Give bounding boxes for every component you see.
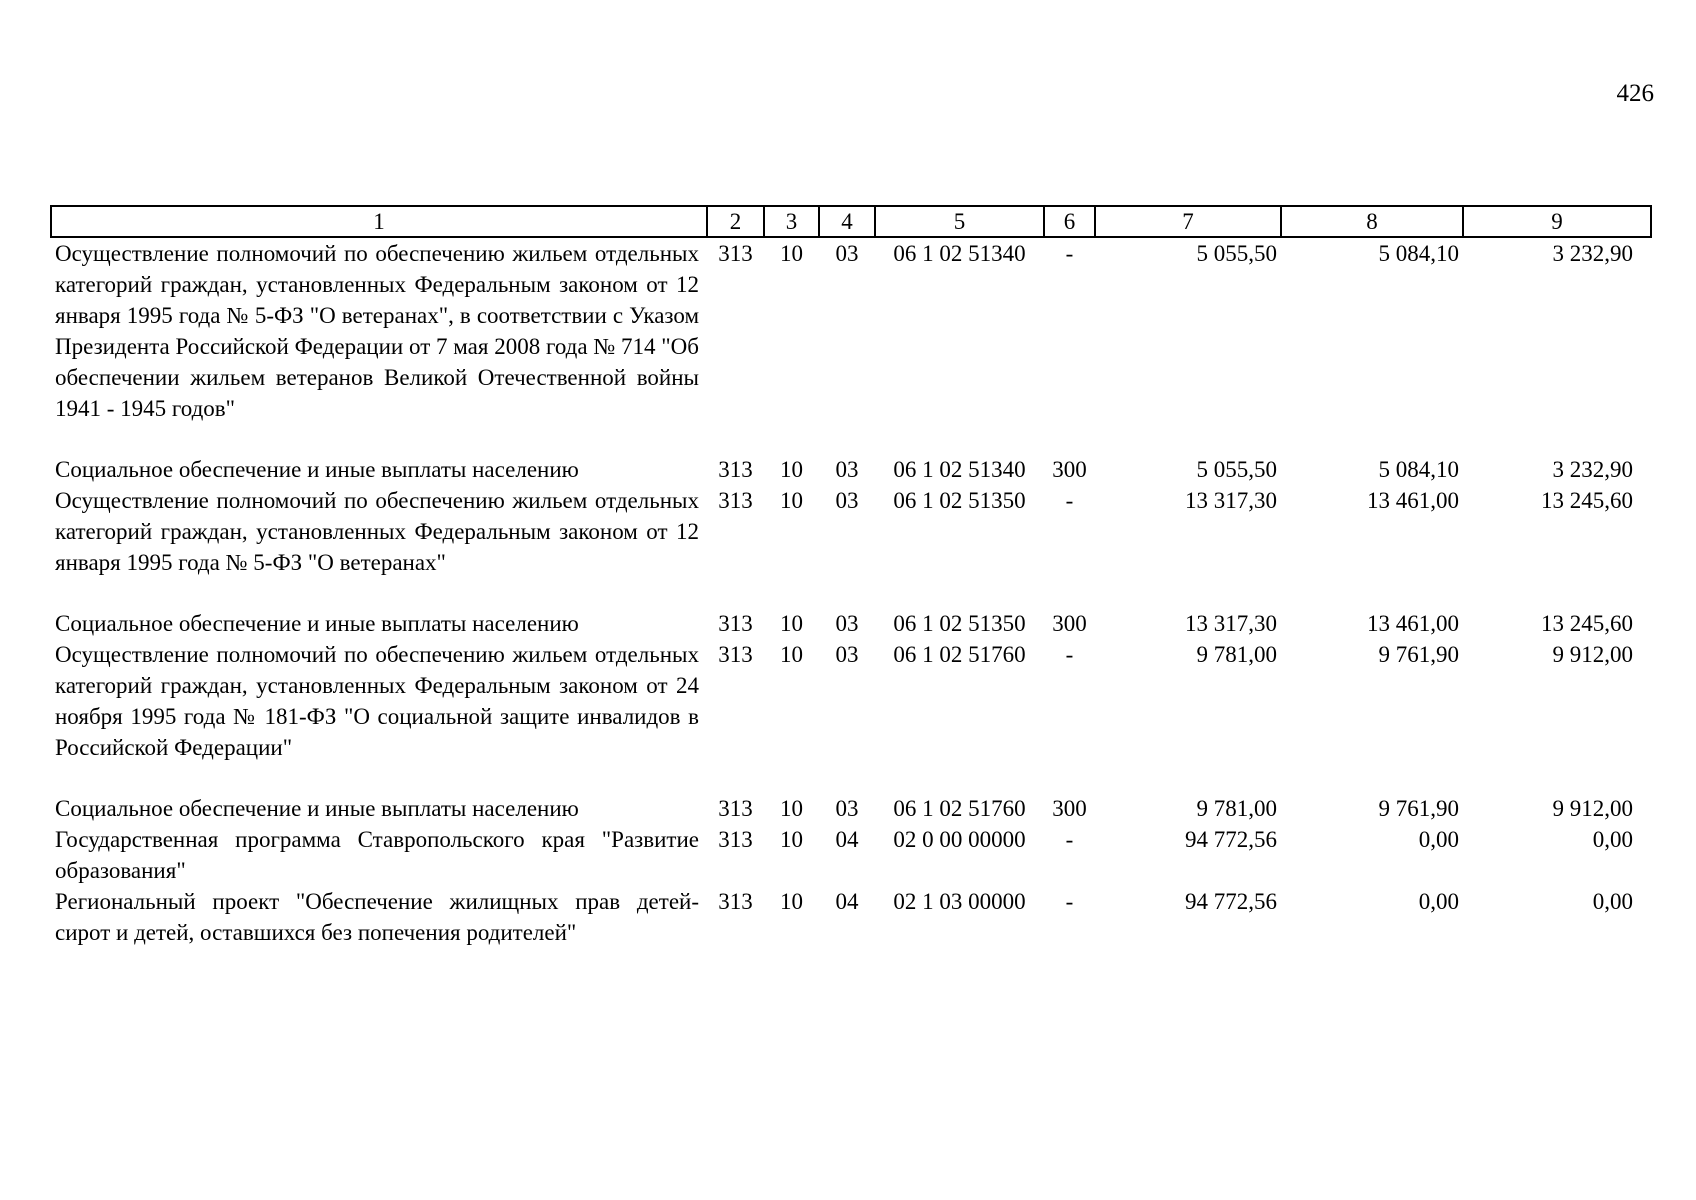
cell-col-7: 5 055,50 — [1196, 457, 1277, 482]
cell-col-7: 94 772,56 — [1185, 889, 1277, 914]
cell-col-3: 10 — [780, 488, 803, 513]
cell-col-8: 5 084,10 — [1378, 241, 1459, 266]
cell-col-3: 10 — [780, 642, 803, 667]
budget-table — [50, 205, 1652, 948]
cell-col-8: 13 461,00 — [1367, 611, 1459, 636]
row-name: Осуществление полномочий по обеспечению жильем отдельных категорий граждан, установленных Федеральным законом от 24 ноября 1995 года № 181-ФЗ "О социальной защите инвалидов в Российской Федерации" — [55, 642, 699, 760]
cell-col-3: 10 — [780, 457, 803, 482]
cell-col-2: 313 — [718, 889, 753, 914]
cell-col-9: 3 232,90 — [1552, 457, 1633, 482]
cell-col-3: 10 — [780, 889, 803, 914]
cell-col-8: 0,00 — [1418, 827, 1459, 852]
cell-col-2: 313 — [718, 241, 753, 266]
cell-col-8: 9 761,90 — [1378, 796, 1459, 821]
cell-col-5: 06 1 02 51760 — [893, 642, 1026, 667]
cell-col-9: 13 245,60 — [1541, 611, 1633, 636]
column-header-2: 2 — [707, 206, 764, 237]
cell-col-5: 06 1 02 51350 — [893, 611, 1026, 636]
column-header-1: 1 — [51, 206, 707, 237]
table-header-row — [51, 206, 1651, 237]
cell-col-8: 13 461,00 — [1367, 488, 1459, 513]
cell-col-6: - — [1065, 241, 1074, 266]
column-header-9: 9 — [1463, 206, 1651, 237]
column-header-4: 4 — [819, 206, 875, 237]
row-name: Социальное обеспечение и иные выплаты населению — [55, 796, 579, 821]
row-name: Осуществление полномочий по обеспечению жильем отдельных категорий граждан, установленных Федеральным законом от 12 января 1995 года № 5-ФЗ "О ветеранах", в соответствии с Указом Президента Российской Федерации от 7 мая 2008 года № 714 "Об обеспечении жильем ветеранов Великой Отечественной войны 1941 - 1945 годов" — [55, 241, 699, 421]
cell-col-7: 9 781,00 — [1196, 642, 1277, 667]
cell-col-6: 300 — [1052, 457, 1087, 482]
table-row — [51, 639, 1651, 763]
cell-col-4: 03 — [835, 642, 859, 667]
cell-col-5: 02 1 03 00000 — [893, 889, 1026, 914]
cell-col-4: 04 — [835, 827, 859, 852]
cell-col-3: 10 — [780, 796, 803, 821]
table-row — [51, 608, 1651, 639]
cell-col-7: 13 317,30 — [1185, 611, 1277, 636]
cell-col-2: 313 — [718, 827, 753, 852]
cell-col-4: 03 — [835, 457, 859, 482]
cell-col-7: 5 055,50 — [1196, 241, 1277, 266]
row-spacer — [51, 763, 1651, 793]
column-header-5: 5 — [875, 206, 1044, 237]
cell-col-6: - — [1065, 827, 1074, 852]
column-header-8: 8 — [1281, 206, 1463, 237]
cell-col-6: 300 — [1052, 611, 1087, 636]
cell-col-7: 94 772,56 — [1185, 827, 1277, 852]
cell-col-8: 0,00 — [1418, 889, 1459, 914]
row-name: Государственная программа Ставропольского края "Развитие образования" — [55, 827, 699, 883]
table-row — [51, 793, 1651, 824]
table-row — [51, 454, 1651, 485]
row-name: Социальное обеспечение и иные выплаты населению — [55, 611, 579, 636]
table-row — [51, 824, 1651, 886]
cell-col-4: 03 — [835, 488, 859, 513]
cell-col-5: 06 1 02 51340 — [893, 241, 1026, 266]
cell-col-7: 13 317,30 — [1185, 488, 1277, 513]
row-spacer — [51, 578, 1651, 608]
column-header-7: 7 — [1095, 206, 1281, 237]
cell-col-8: 5 084,10 — [1378, 457, 1459, 482]
cell-col-9: 0,00 — [1592, 889, 1633, 914]
row-name: Осуществление полномочий по обеспечению жильем отдельных категорий граждан, установленных Федеральным законом от 12 января 1995 года № 5-ФЗ "О ветеранах" — [55, 488, 699, 575]
cell-col-5: 06 1 02 51340 — [893, 457, 1026, 482]
cell-col-8: 9 761,90 — [1378, 642, 1459, 667]
cell-col-6: 300 — [1052, 796, 1087, 821]
cell-col-9: 9 912,00 — [1552, 642, 1633, 667]
cell-col-2: 313 — [718, 796, 753, 821]
cell-col-2: 313 — [718, 611, 753, 636]
row-name: Социальное обеспечение и иные выплаты населению — [55, 457, 579, 482]
cell-col-9: 9 912,00 — [1552, 796, 1633, 821]
cell-col-4: 03 — [835, 796, 859, 821]
row-name: Региональный проект "Обеспечение жилищных прав детей-сирот и детей, оставшихся без попечения родителей" — [55, 889, 699, 945]
row-spacer — [51, 424, 1651, 454]
cell-col-6: - — [1065, 642, 1074, 667]
cell-col-3: 10 — [780, 611, 803, 636]
cell-col-2: 313 — [718, 457, 753, 482]
cell-col-4: 03 — [835, 241, 859, 266]
cell-col-6: - — [1065, 889, 1074, 914]
page-number: 426 — [1616, 80, 1654, 107]
column-header-3: 3 — [764, 206, 819, 237]
column-header-6: 6 — [1044, 206, 1095, 237]
cell-col-5: 06 1 02 51760 — [893, 796, 1026, 821]
cell-col-7: 9 781,00 — [1196, 796, 1277, 821]
cell-col-9: 3 232,90 — [1552, 241, 1633, 266]
cell-col-5: 06 1 02 51350 — [893, 488, 1026, 513]
table-row — [51, 886, 1651, 948]
cell-col-5: 02 0 00 00000 — [893, 827, 1026, 852]
cell-col-4: 04 — [835, 889, 859, 914]
cell-col-9: 0,00 — [1592, 827, 1633, 852]
table-row — [51, 237, 1651, 424]
cell-col-6: - — [1065, 488, 1074, 513]
cell-col-2: 313 — [718, 642, 753, 667]
cell-col-4: 03 — [835, 611, 859, 636]
cell-col-3: 10 — [780, 827, 803, 852]
cell-col-3: 10 — [780, 241, 803, 266]
table-row — [51, 485, 1651, 578]
cell-col-2: 313 — [718, 488, 753, 513]
cell-col-9: 13 245,60 — [1541, 488, 1633, 513]
